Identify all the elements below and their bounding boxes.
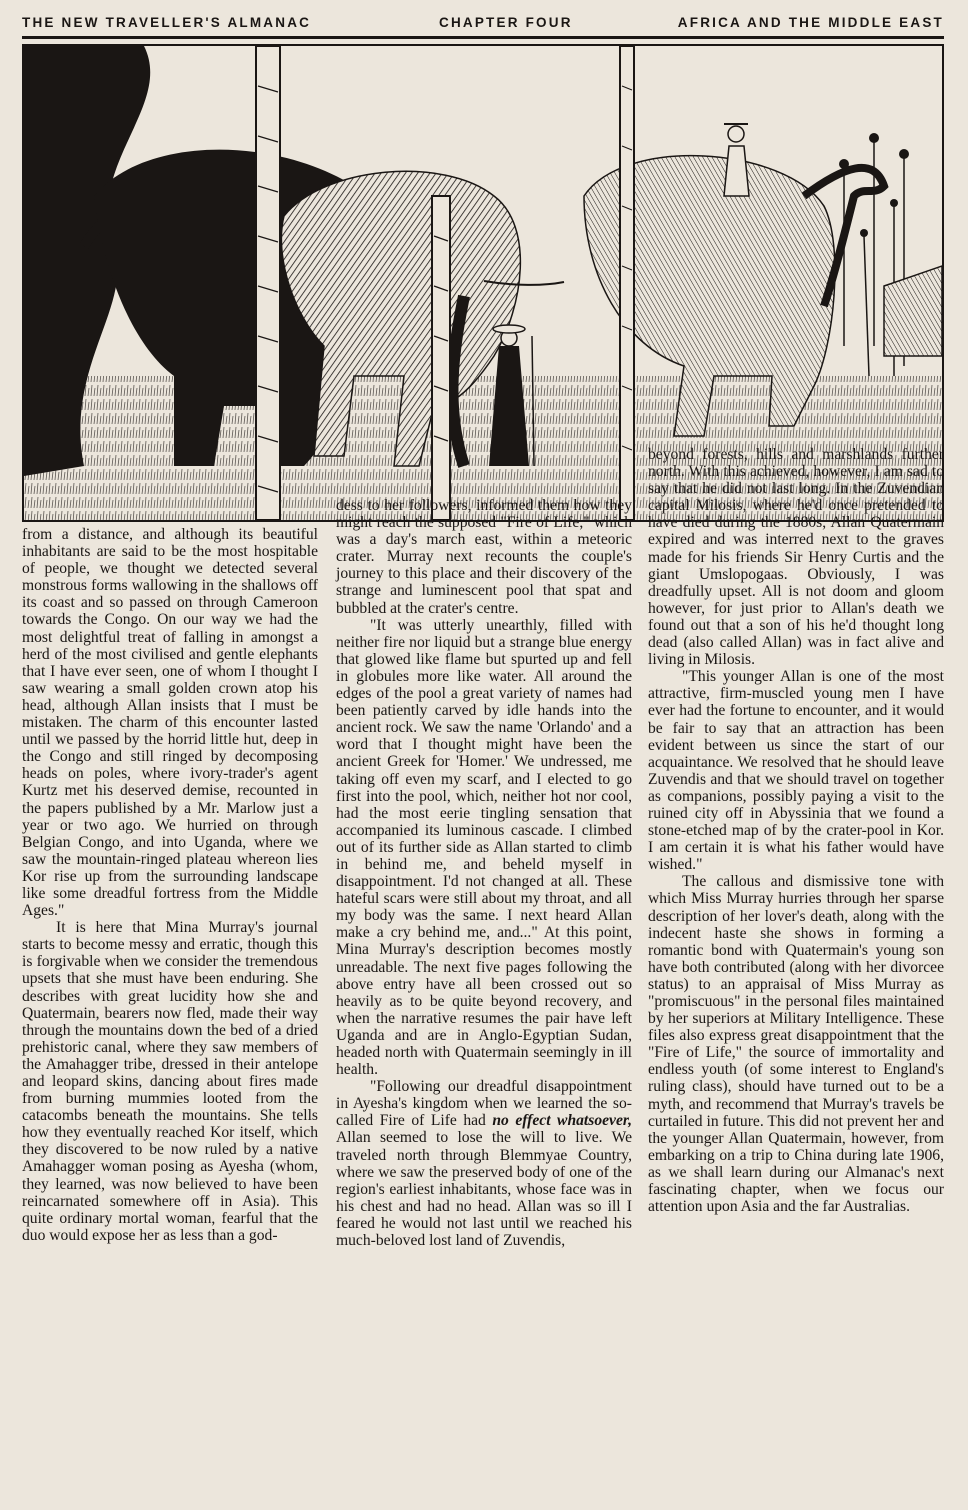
paragraph: from a distance, and although its beautiful inhabitants are said to be the most hospitable of people, we thought we detected several monstrous forms wallowing in the shallows off its coast and so passed on through Cameroon towards the Congo. On our way we had the most delightful treat of falling in amongst a herd of the most civilised and gentle elephants that I have ever seen, one of whom I thought I saw wearing a small golden crown atop his head, although Allan insists that I must be mistaken. The charm of this encounter lasted until we passed by the horrid little hut, deep in the Congo and still ringed by decomposing heads on poles, where ivory-trader's agent Kurtz met his deserved demise, recounted in the papers published by a Mr. Marlow just a year or two ago. We hurried on through Belgian Congo, and into Uganda, where we saw the mountain-ringed plateau whereon lies Kor rise up from the surrounding landscape like some dreadful fortress from the Middle Ages." xyxy=(22,526,318,920)
paragraph: It is here that Mina Murray's journal starts to become messy and erratic, though this is forgivable when we consider the tremendous upsets that she must have been enduring. She describes with great lucidity how she and Quatermain, bearers now fled, made their way through the mountains down the bed of a dried prehistoric canal, where they saw members of the Amahagger tribe, dressed in their antelope and leopard skins, dancing about fires made from burning mummies looted from the catacombs beneath the mountains. She tells how they eventually reached Kor itself, which they discovered to be now ruled by a native Amahagger woman posing as Ayesha (whom, they learned, was now believed to have been reincarnated somewhere off in Asia). This quite ordinary mortal woman, fearful that the duo would expose her as less than a god- xyxy=(22,919,318,1244)
text-column-2 xyxy=(336,497,632,1249)
chapter-label: CHAPTER FOUR xyxy=(439,15,573,30)
paragraph: "It was utterly unearthly, filled with neither fire nor liquid but a strange blue energy that glowed like flame but spurted up and fell in globules more like water. All around the edges of the pool a great variety of names had been patiently carved by idle hands into the ancient rock. We saw the name 'Orlando' and a word that I thought might have been the ancient Greek for 'Homer.' We undressed, me taking off even my scarf, and I elected to go first into the pool, which, neither hot nor cool, had the most eerie tingling sensation that accompanied its luminous cascade. I climbed out of its further side as Allan started to climb in behind me, and beheld myself in disappointment. I'd not changed at all. These hateful scars were still about my throat, and all my body was the same. I next heard Allan make a cry behind me, and..." At this point, Mina Murray's description becomes mostly unreadable. The next five pages following the above entry have all been crossed out so heavily as to be quite beyond recovery, and when the narrative resumes the pair have left Uganda and are in Anglo-Egyptian Sudan, headed north with Quatermain seemingly in ill health. xyxy=(336,616,632,1079)
text-column-3 xyxy=(648,446,944,1215)
section-title: AFRICA AND THE MIDDLE EAST xyxy=(677,15,944,30)
emphasis-text: no effect whatsoever, xyxy=(492,1112,632,1130)
paragraph-text: "Following our dreadful disappointment in Ayesha's kingdom when we learned the so-called Fire of Life had xyxy=(336,1078,632,1130)
paragraph: dess to her followers, informed them how they might reach the supposed "Fire of Life," which was a day's march east, within a meteoric crater. Murray next recounts the couple's journey to this place and their discovery of the strange and luminescent pool that spat and bubbled at the crater's centre. xyxy=(336,497,632,617)
almanac-title: THE NEW TRAVELLER'S ALMANAC xyxy=(22,15,312,30)
paragraph-text: Allan seemed to lose the will to live. We traveled north through Blemmyae Country, where we saw the preserved body of one of the region's earliest inhabitants, whose face was in his chest and had no head. Allan was so ill I feared he would not last until we reached his much-beloved lost land of Zuvendis, xyxy=(336,1129,632,1250)
paragraph: The callous and dismissive tone with which Miss Murray hurries through her sparse description of her lover's death, along with the indecent haste she shows in forming a romantic bond with Quatermain's young son have both contributed (along with her divorcee status) to an appraisal of Miss Murray as "promiscuous" in the personal files maintained by her superiors at Military Intelligence. These files also express great disappointment that the "Fire of Life," the source of immortality and endless youth (of some interest to England's ruling class), should have turned out to be a myth, and recommend that Murray's travels be curtailed in future. This did not prevent her and the younger Allan Quatermain, however, from embarking on a trip to China during late 1906, as we shall learn during our Almanac's next fascinating chapter, when we focus our attention upon Asia and the far Australias. xyxy=(648,873,944,1216)
text-column-1 xyxy=(22,526,318,1244)
running-header xyxy=(22,12,944,39)
paragraph: beyond forests, hills and marshlands further north. With this achieved, however, I am sad to say that he did not last long. In the Zuvendian capital Milosis, where he'd once pretended to have died during the 1880s, Allan Quatermain expired and was interred next to the graves made for his friends Sir Henry Curtis and the giant Umslopogaas. Obviously, I was dreadfully upset. All is not doom and gloom however, for just prior to Allan's death we found out that a son of his he'd thought long dead (also called Allan) was in fact alive and living in Milosis. xyxy=(648,446,944,669)
paragraph: "This younger Allan is one of the most attractive, firm-muscled young men I have ever had the fortune to encounter, and it would be fair to say that an attraction has been evident between us since the start of our acquaintance. We resolved that he should leave Zuvendis and that we should travel on together as companions, possibly paying a visit to the ruined city off in Abyssinia that we found a stone-etched map of by the crater-pool in Kor. I am certain it is what his father would have wished." xyxy=(648,668,944,874)
paragraph xyxy=(336,1078,632,1249)
